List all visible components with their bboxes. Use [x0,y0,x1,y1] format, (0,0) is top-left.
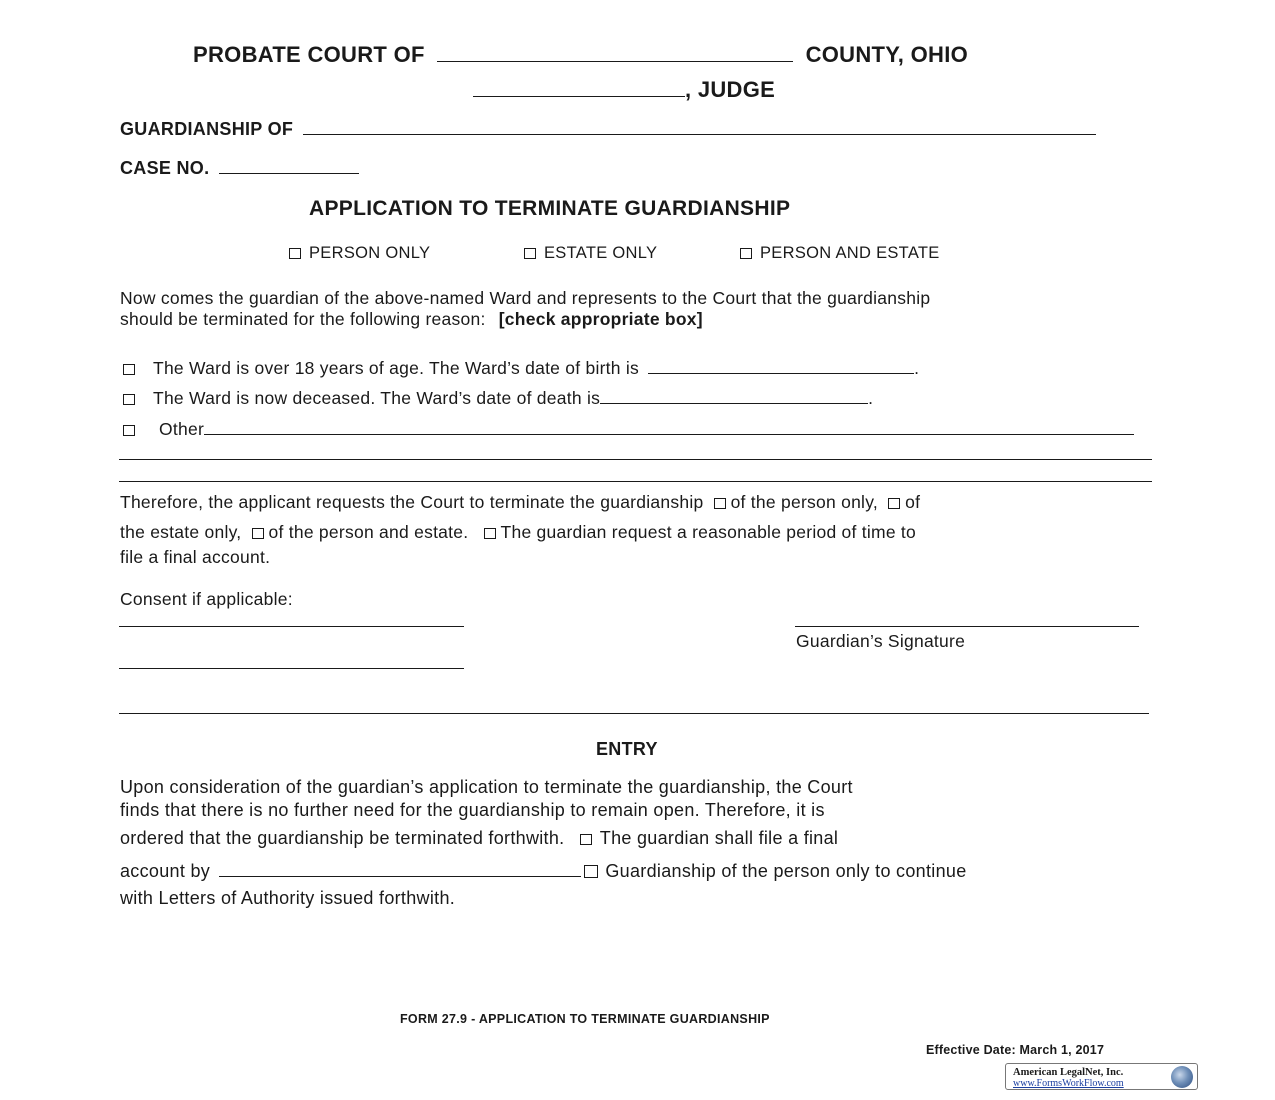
therefore-line-2: the estate only, of the person and estate. The guardian request a reasonable period of time to [120,522,917,542]
scope-label: PERSON ONLY [309,244,431,262]
other-reason-blank[interactable] [204,433,1134,435]
case-number-line [120,158,359,179]
section-divider [119,713,1149,714]
form-title: APPLICATION TO TERMINATE GUARDIANSHIP [309,197,791,220]
scope-option-estate-only[interactable] [524,244,657,263]
checkbox-icon[interactable] [123,364,135,375]
checkbox-icon[interactable] [289,248,301,259]
county-blank[interactable] [437,60,793,62]
court-line [193,42,968,68]
checkbox-icon[interactable] [740,248,752,259]
checkbox-icon[interactable] [484,528,496,539]
guardian-signature-line[interactable] [795,626,1139,627]
date-of-death-blank[interactable] [600,402,868,404]
reason-deceased: The Ward is now deceased. The Ward’s date of death is . [123,388,873,409]
court-suffix: COUNTY, OHIO [805,42,969,67]
case-number-blank[interactable] [219,172,359,174]
reason-text: The Ward is over 18 years of age. The Ward’s date of birth is [153,358,640,378]
reason-other [123,419,1134,440]
footer-form-title: FORM 27.9 - APPLICATION TO TERMINATE GUARDIANSHIP [400,1012,770,1026]
intro-text: should be terminated for the following reason: [120,309,486,329]
checkbox-icon[interactable] [580,834,592,845]
scope-option-person-only[interactable] [289,244,430,263]
therefore-line-3: file a final account. [120,547,271,567]
case-number-label: CASE NO. [120,158,210,178]
guardianship-of-line [120,119,1096,140]
judge-suffix: , JUDGE [685,77,776,102]
logo-url[interactable]: www.FormsWorkFlow.com [1013,1078,1124,1089]
consent-signature-line-1[interactable] [119,626,464,627]
other-reason-line-3[interactable] [119,481,1152,482]
american-legalnet-logo[interactable] [1005,1063,1198,1090]
scope-option-person-and-estate[interactable] [740,244,940,263]
date-of-birth-blank[interactable] [648,372,914,374]
final-account-date-blank[interactable] [219,875,581,877]
globe-icon [1171,1066,1193,1088]
logo-company-name: American LegalNet, Inc. [1013,1067,1124,1078]
checkbox-icon[interactable] [888,498,900,509]
other-reason-line-2[interactable] [119,459,1152,460]
checkbox-icon[interactable] [252,528,264,539]
entry-line-1: Upon consideration of the guardian’s application to terminate the guardianship, the Court [120,777,853,797]
effective-date: Effective Date: March 1, 2017 [926,1043,1105,1057]
intro-line-1: Now comes the guardian of the above-named Ward and represents to the Court that the guardianship [120,288,931,308]
consent-label: Consent if applicable: [120,589,293,609]
entry-line-3: ordered that the guardianship be terminated forthwith. The guardian shall file a final [120,828,839,848]
scope-label: PERSON AND ESTATE [760,244,940,262]
guardian-signature-label: Guardian’s Signature [796,631,966,651]
reason-over-18: The Ward is over 18 years of age. The Ward’s date of birth is . [123,358,919,379]
checkbox-icon[interactable] [524,248,536,259]
judge-line [473,77,775,103]
intro-line-2 [120,309,703,330]
checkbox-icon[interactable] [714,498,726,509]
therefore-line-1: Therefore, the applicant requests the Court to terminate the guardianship of the person only, of [120,492,921,512]
checkbox-icon[interactable] [123,394,135,405]
judge-blank[interactable] [473,95,685,97]
reason-text: Other [159,419,205,439]
entry-line-4: account by Guardianship of the person only to continue [120,861,967,881]
entry-line-5: with Letters of Authority issued forthwith. [120,888,456,908]
consent-signature-line-2[interactable] [119,668,464,669]
entry-title: ENTRY [596,739,658,759]
entry-line-2: finds that there is no further need for the guardianship to remain open. Therefore, it is [120,800,825,820]
ward-name-blank[interactable] [303,133,1096,135]
checkbox-icon[interactable] [123,425,135,436]
scope-label: ESTATE ONLY [544,244,658,262]
guardianship-of-label: GUARDIANSHIP OF [120,119,294,139]
reason-text: The Ward is now deceased. The Ward’s date of death is [153,388,601,408]
court-prefix: PROBATE COURT OF [193,42,425,67]
checkbox-icon[interactable] [584,865,598,878]
instruction-text: [check appropriate box] [498,309,703,329]
